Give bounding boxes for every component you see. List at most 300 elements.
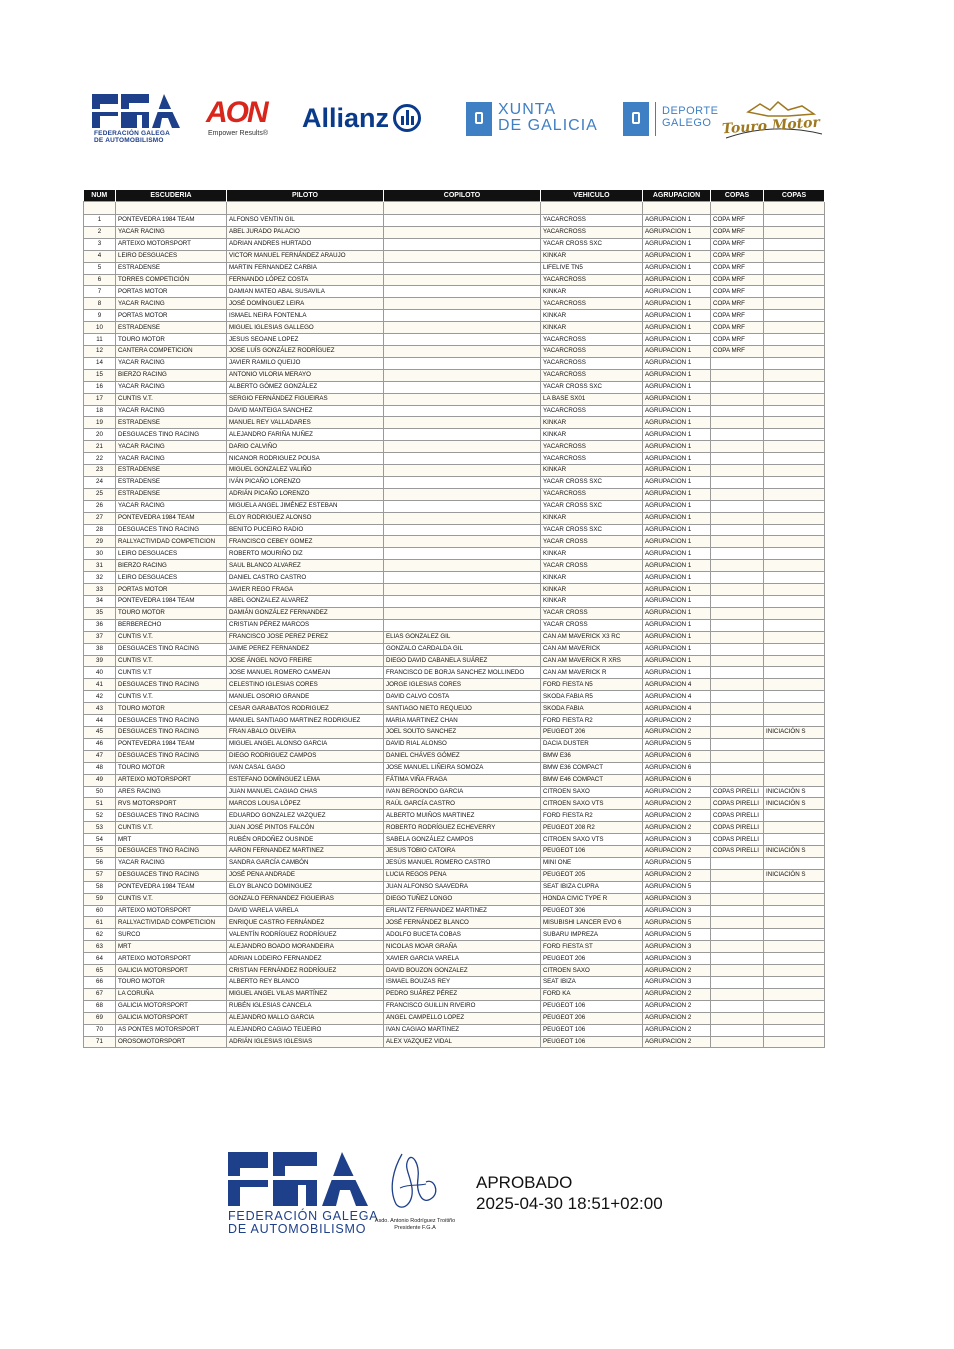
cell-escuderia: SURCO bbox=[116, 929, 227, 941]
cell-copas bbox=[711, 881, 764, 893]
table-row bbox=[84, 429, 825, 441]
cell-num: 54 bbox=[84, 834, 116, 846]
cell-escuderia: YACAR RACING bbox=[116, 405, 227, 417]
cell-vehiculo: YACARCROSS bbox=[541, 441, 643, 453]
cell-agrupacion: AGRUPACION 1 bbox=[643, 310, 711, 322]
cell-escuderia: RALLYACTIVIDAD COMPETICION bbox=[116, 917, 227, 929]
cell-copas bbox=[711, 619, 764, 631]
table-row bbox=[84, 834, 825, 846]
cell-copas-2 bbox=[764, 988, 825, 1000]
cell-agrupacion: AGRUPACION 1 bbox=[643, 536, 711, 548]
cell-vehiculo: FORD FIESTA N5 bbox=[541, 679, 643, 691]
cell-num: 70 bbox=[84, 1024, 116, 1036]
cell-copas bbox=[711, 405, 764, 417]
cell-vehiculo: CAN AM MAVERICK R bbox=[541, 667, 643, 679]
cell-copas: COPA MRF bbox=[711, 345, 764, 357]
header-copiloto: COPILOTO bbox=[384, 190, 541, 202]
cell-escuderia: BIERZO RACING bbox=[116, 560, 227, 572]
cell-piloto: AARON FERNANDEZ MARTINEZ bbox=[227, 846, 384, 858]
table-row bbox=[84, 572, 825, 584]
cell-escuderia: LEIRO DESGUACES bbox=[116, 250, 227, 262]
cell-num: 17 bbox=[84, 393, 116, 405]
cell-vehiculo: YACARCROSS bbox=[541, 453, 643, 465]
cell-piloto: RUBÉN IGLESIAS CANCELA bbox=[227, 1000, 384, 1012]
cell-vehiculo: PEUGEOT 106 bbox=[541, 1036, 643, 1048]
cell-vehiculo: KINKAR bbox=[541, 310, 643, 322]
cell-copas bbox=[711, 750, 764, 762]
cell-copas bbox=[711, 977, 764, 989]
cell-agrupacion: AGRUPACION 1 bbox=[643, 441, 711, 453]
table-row bbox=[84, 715, 825, 727]
cell-copiloto bbox=[384, 536, 541, 548]
cell-num: 56 bbox=[84, 857, 116, 869]
cell-copas-2 bbox=[764, 607, 825, 619]
cell-escuderia: PONTEVEDRA 1984 TEAM bbox=[116, 738, 227, 750]
cell-piloto: MIGUEL IGLESIAS GALLEGO bbox=[227, 322, 384, 334]
cell-escuderia: RVS MOTORSPORT bbox=[116, 798, 227, 810]
signer-title: Presidente F.G.A bbox=[394, 1224, 436, 1231]
cell-copas-2 bbox=[764, 774, 825, 786]
table-row bbox=[84, 988, 825, 1000]
cell-escuderia: LA CORUÑA bbox=[116, 988, 227, 1000]
cell-num: 39 bbox=[84, 655, 116, 667]
cell-agrupacion: AGRUPACION 1 bbox=[643, 655, 711, 667]
table-row bbox=[84, 548, 825, 560]
deporte-text-line-2: GALEGO bbox=[662, 117, 712, 129]
cell-agrupacion: AGRUPACION 3 bbox=[643, 893, 711, 905]
cell-copiloto bbox=[384, 393, 541, 405]
cell-piloto: FRANCISCO CEBEY GOMEZ bbox=[227, 536, 384, 548]
cell-piloto: ALBERTO REY BLANCO bbox=[227, 977, 384, 989]
approval-status bbox=[476, 1172, 663, 1214]
cell-num: 35 bbox=[84, 607, 116, 619]
cell-num: 7 bbox=[84, 286, 116, 298]
cell-vehiculo: YACARCROSS bbox=[541, 369, 643, 381]
cell-piloto: JAVIER RAMILO QUEIJO bbox=[227, 357, 384, 369]
cell-vehiculo: PEUGEOT 208 R2 bbox=[541, 822, 643, 834]
cell-vehiculo: SEAT IBIZA CUPRA bbox=[541, 881, 643, 893]
cell-copas bbox=[711, 726, 764, 738]
cell-escuderia: ESTRADENSE bbox=[116, 262, 227, 274]
cell-escuderia: YACAR RACING bbox=[116, 381, 227, 393]
cell-copas bbox=[711, 917, 764, 929]
cell-agrupacion: AGRUPACION 2 bbox=[643, 1000, 711, 1012]
cell-num: 41 bbox=[84, 679, 116, 691]
cell-num: 44 bbox=[84, 715, 116, 727]
cell-num: 69 bbox=[84, 1012, 116, 1024]
cell-copas bbox=[711, 953, 764, 965]
cell-copiloto: FRANCISCO GUILLIN RIVEIRO bbox=[384, 1000, 541, 1012]
cell-copas-2 bbox=[764, 857, 825, 869]
cell-copas bbox=[711, 596, 764, 608]
deporte-divider bbox=[655, 102, 656, 136]
cell-agrupacion: AGRUPACION 1 bbox=[643, 215, 711, 227]
cell-escuderia: LEIRO DESGUACES bbox=[116, 548, 227, 560]
cell-copas-2 bbox=[764, 905, 825, 917]
table-row bbox=[84, 810, 825, 822]
table-row bbox=[84, 453, 825, 465]
cell-num: 22 bbox=[84, 453, 116, 465]
cell-piloto: MANUEL OSORIO GRANDE bbox=[227, 691, 384, 703]
table-row bbox=[84, 857, 825, 869]
cell-piloto: ADRIAN LODEIRO FERNANDEZ bbox=[227, 953, 384, 965]
cell-escuderia: YACAR RACING bbox=[116, 500, 227, 512]
cell-escuderia: CUNTIS V.T. bbox=[116, 631, 227, 643]
cell-copiloto bbox=[384, 334, 541, 346]
cell-copas bbox=[711, 929, 764, 941]
cell-num: 2 bbox=[84, 226, 116, 238]
cell-copas: COPA MRF bbox=[711, 238, 764, 250]
cell-vehiculo: YACARCROSS bbox=[541, 298, 643, 310]
fga-text-line-2: DE AUTOMOBILISMO bbox=[94, 137, 164, 144]
cell-vehiculo: YACAR CROSS SXC bbox=[541, 238, 643, 250]
cell-num: 12 bbox=[84, 345, 116, 357]
cell-copas bbox=[711, 476, 764, 488]
cell-copiloto bbox=[384, 286, 541, 298]
cell-copas bbox=[711, 941, 764, 953]
cell-piloto: ADRIÁN IGLESIAS IGLESIAS bbox=[227, 1036, 384, 1048]
cell-vehiculo: CAN AM MAVERICK X3 RC bbox=[541, 631, 643, 643]
cell-piloto: JOSE MANUEL ROMERO CAMEAN bbox=[227, 667, 384, 679]
cell-escuderia: DESGUACES TINO RACING bbox=[116, 846, 227, 858]
cell-escuderia: TORRES COMPETICIÓN bbox=[116, 274, 227, 286]
cell-agrupacion: AGRUPACION 1 bbox=[643, 393, 711, 405]
cell-agrupacion: AGRUPACION 1 bbox=[643, 596, 711, 608]
cell-piloto: ALEJANDRO CAGIAO TEIJEIRO bbox=[227, 1024, 384, 1036]
cell-escuderia: YACAR RACING bbox=[116, 453, 227, 465]
cell-num: 71 bbox=[84, 1036, 116, 1048]
cell-num: 32 bbox=[84, 572, 116, 584]
cell-escuderia: DESGUACES TINO RACING bbox=[116, 715, 227, 727]
cell-copas bbox=[711, 453, 764, 465]
table-row bbox=[84, 524, 825, 536]
cell-copas-2 bbox=[764, 262, 825, 274]
cell-copas bbox=[711, 441, 764, 453]
approval-stamp bbox=[228, 1148, 468, 1238]
cell-copas bbox=[711, 691, 764, 703]
cell-num: 23 bbox=[84, 465, 116, 477]
cell-agrupacion: AGRUPACION 1 bbox=[643, 631, 711, 643]
cell-num: 36 bbox=[84, 619, 116, 631]
cell-piloto: FERNANDO LÓPEZ COSTA bbox=[227, 274, 384, 286]
cell-vehiculo: HONDA CIVIC TYPE R bbox=[541, 893, 643, 905]
table-row bbox=[84, 476, 825, 488]
cell-copas-2 bbox=[764, 286, 825, 298]
cell-escuderia: DESGUACES TINO RACING bbox=[116, 429, 227, 441]
cell-copas-2 bbox=[764, 667, 825, 679]
cell-copiloto: GONZALO CARDALDA GIL bbox=[384, 643, 541, 655]
header-agrupacion: AGRUPACION bbox=[643, 190, 711, 202]
cell-piloto: ANTONIO VILORIA MERAYO bbox=[227, 369, 384, 381]
table-row bbox=[84, 738, 825, 750]
fga-logo bbox=[92, 94, 184, 150]
cell-copas-2 bbox=[764, 381, 825, 393]
cell-num: 40 bbox=[84, 667, 116, 679]
cell-copiloto: JORGE IGLESIAS CORES bbox=[384, 679, 541, 691]
cell-piloto: ELOY RODRIGUEZ ALONSO bbox=[227, 512, 384, 524]
cell-num: 43 bbox=[84, 703, 116, 715]
approved-date: 2025-04-30 18:51+02:00 bbox=[476, 1194, 663, 1213]
cell-copas bbox=[711, 738, 764, 750]
cell-num: 57 bbox=[84, 869, 116, 881]
cell-vehiculo: YACAR CROSS bbox=[541, 607, 643, 619]
cell-num: 47 bbox=[84, 750, 116, 762]
table-row bbox=[84, 977, 825, 989]
cell-copas-2 bbox=[764, 250, 825, 262]
cell-escuderia: TOURO MOTOR bbox=[116, 607, 227, 619]
cell-vehiculo: KINKAR bbox=[541, 250, 643, 262]
cell-piloto: ADRIÁN PICAÑO LORENZO bbox=[227, 488, 384, 500]
table-row bbox=[84, 500, 825, 512]
cell-agrupacion: AGRUPACION 2 bbox=[643, 822, 711, 834]
cell-agrupacion: AGRUPACION 1 bbox=[643, 453, 711, 465]
cell-copiloto bbox=[384, 488, 541, 500]
table-body bbox=[84, 202, 825, 1048]
cell-copiloto bbox=[384, 369, 541, 381]
table-row bbox=[84, 334, 825, 346]
table-row bbox=[84, 393, 825, 405]
cell-agrupacion: AGRUPACION 2 bbox=[643, 846, 711, 858]
cell-escuderia: PORTAS MOTOR bbox=[116, 310, 227, 322]
cell-vehiculo: PEUGEOT 206 bbox=[541, 726, 643, 738]
header-piloto: PILOTO bbox=[227, 190, 384, 202]
cell-copiloto: DIEGO TUÑEZ LONGO bbox=[384, 893, 541, 905]
cell-num: 6 bbox=[84, 274, 116, 286]
cell-vehiculo: PEUGEOT 205 bbox=[541, 869, 643, 881]
cell-escuderia: ARTEIXO MOTORSPORT bbox=[116, 905, 227, 917]
cell-num: 30 bbox=[84, 548, 116, 560]
cell-vehiculo: YACAR CROSS SXC bbox=[541, 500, 643, 512]
cell-copas-2 bbox=[764, 417, 825, 429]
cell-vehiculo: YACARCROSS bbox=[541, 488, 643, 500]
cell-copas: COPA MRF bbox=[711, 274, 764, 286]
table-row bbox=[84, 881, 825, 893]
cell-piloto: MARCOS LOUSA LÓPEZ bbox=[227, 798, 384, 810]
cell-copiloto bbox=[384, 500, 541, 512]
cell-num: 66 bbox=[84, 977, 116, 989]
cell-piloto: SANDRA GARCÍA CAMBÓN bbox=[227, 857, 384, 869]
cell-agrupacion: AGRUPACION 1 bbox=[643, 238, 711, 250]
cell-copas-2: INICIACIÓN S bbox=[764, 846, 825, 858]
fga-mark-icon bbox=[92, 94, 180, 128]
cell-copiloto bbox=[384, 572, 541, 584]
table-row bbox=[84, 905, 825, 917]
cell-copas-2 bbox=[764, 1036, 825, 1048]
cell-vehiculo: FORD FIESTA ST bbox=[541, 941, 643, 953]
cell-piloto: JOSÉ DOMÍNGUEZ LEIRA bbox=[227, 298, 384, 310]
xunta-flag-icon bbox=[466, 102, 492, 136]
cell-agrupacion: AGRUPACION 2 bbox=[643, 715, 711, 727]
cell-agrupacion: AGRUPACION 1 bbox=[643, 512, 711, 524]
cell-vehiculo: YACAR CROSS SXC bbox=[541, 524, 643, 536]
cell-copiloto: FÁTIMA VIÑA FRAGA bbox=[384, 774, 541, 786]
cell-copas-2 bbox=[764, 298, 825, 310]
table-row bbox=[84, 488, 825, 500]
cell-agrupacion: AGRUPACION 1 bbox=[643, 488, 711, 500]
cell-escuderia: YACAR RACING bbox=[116, 441, 227, 453]
cell-num: 8 bbox=[84, 298, 116, 310]
cell-vehiculo: KINKAR bbox=[541, 417, 643, 429]
cell-copas-2 bbox=[764, 631, 825, 643]
touro-text: Touro Motor bbox=[721, 114, 821, 138]
cell-copas-2 bbox=[764, 1024, 825, 1036]
cell-copiloto bbox=[384, 262, 541, 274]
cell-copiloto bbox=[384, 298, 541, 310]
cell-escuderia: GALICIA MOTORSPORT bbox=[116, 1012, 227, 1024]
cell-escuderia: DESGUACES TINO RACING bbox=[116, 679, 227, 691]
cell-agrupacion: AGRUPACION 1 bbox=[643, 274, 711, 286]
cell-copas-2 bbox=[764, 738, 825, 750]
cell-piloto: MARTIN FERNANDEZ CARBIA bbox=[227, 262, 384, 274]
cell-copas bbox=[711, 1012, 764, 1024]
cell-vehiculo: DACIA DUSTER bbox=[541, 738, 643, 750]
cell-piloto: CESAR GARABATOS RODRIGUEZ bbox=[227, 703, 384, 715]
table-row bbox=[84, 405, 825, 417]
cell-escuderia: PORTAS MOTOR bbox=[116, 286, 227, 298]
cell-copas-2 bbox=[764, 619, 825, 631]
cell-escuderia: ARTEIXO MOTORSPORT bbox=[116, 774, 227, 786]
sponsor-logos bbox=[90, 88, 840, 158]
cell-num: 3 bbox=[84, 238, 116, 250]
cell-copas-2 bbox=[764, 429, 825, 441]
table-row bbox=[84, 965, 825, 977]
cell-escuderia: YACAR RACING bbox=[116, 857, 227, 869]
cell-piloto: ALEJANDRO FARIÑA NUÑEZ bbox=[227, 429, 384, 441]
cell-vehiculo: BMW E36 bbox=[541, 750, 643, 762]
cell-copas-2 bbox=[764, 703, 825, 715]
cell-copas bbox=[711, 893, 764, 905]
cell-vehiculo: CAN AM MAVERICK bbox=[541, 643, 643, 655]
cell-num: 65 bbox=[84, 965, 116, 977]
cell-copiloto: ELIAS GONZALEZ GIL bbox=[384, 631, 541, 643]
cell-agrupacion: AGRUPACION 6 bbox=[643, 762, 711, 774]
cell-piloto: JOSE LUÍS GONZÁLEZ RODRÍGUEZ bbox=[227, 345, 384, 357]
table-row bbox=[84, 917, 825, 929]
cell-agrupacion: AGRUPACION 1 bbox=[643, 369, 711, 381]
table-row bbox=[84, 465, 825, 477]
signature-icon bbox=[374, 1148, 454, 1212]
cell-agrupacion: AGRUPACION 5 bbox=[643, 738, 711, 750]
cell-copiloto bbox=[384, 215, 541, 227]
cell-copas-2 bbox=[764, 512, 825, 524]
cell-num: 62 bbox=[84, 929, 116, 941]
cell-num: 50 bbox=[84, 786, 116, 798]
cell-copas-2 bbox=[764, 1012, 825, 1024]
table-row bbox=[84, 286, 825, 298]
cell-num: 55 bbox=[84, 846, 116, 858]
cell-copas bbox=[711, 988, 764, 1000]
cell-piloto: MIGUELA ANGEL JIMÉNEZ ESTEBAN bbox=[227, 500, 384, 512]
cell-num: 28 bbox=[84, 524, 116, 536]
cell-copas-2 bbox=[764, 572, 825, 584]
cell-agrupacion: AGRUPACION 1 bbox=[643, 572, 711, 584]
table-row bbox=[84, 631, 825, 643]
cell-escuderia: AS PONTES MOTORSPORT bbox=[116, 1024, 227, 1036]
spacer-row bbox=[84, 202, 825, 215]
cell-vehiculo: YACAR CROSS bbox=[541, 536, 643, 548]
cell-agrupacion: AGRUPACION 6 bbox=[643, 774, 711, 786]
cell-piloto: GONZALO FERNANDEZ FIGUEIRAS bbox=[227, 893, 384, 905]
cell-piloto: FRAN ABALO OLVEIRA bbox=[227, 726, 384, 738]
table-row bbox=[84, 262, 825, 274]
cell-copas-2 bbox=[764, 941, 825, 953]
cell-piloto: JESUS SEOANE LOPEZ bbox=[227, 334, 384, 346]
cell-agrupacion: AGRUPACION 1 bbox=[643, 357, 711, 369]
cell-agrupacion: AGRUPACION 1 bbox=[643, 262, 711, 274]
entry-list-table bbox=[83, 190, 825, 1048]
cell-agrupacion: AGRUPACION 1 bbox=[643, 619, 711, 631]
cell-escuderia: YACAR RACING bbox=[116, 298, 227, 310]
cell-copas bbox=[711, 715, 764, 727]
cell-vehiculo: KINKAR bbox=[541, 584, 643, 596]
cell-piloto: ALEJANDRO MALLO GARCIA bbox=[227, 1012, 384, 1024]
cell-num: 16 bbox=[84, 381, 116, 393]
cell-piloto: MANUEL REY VALLADARES bbox=[227, 417, 384, 429]
cell-piloto: IVAN CASAL GAGO bbox=[227, 762, 384, 774]
table-row bbox=[84, 1036, 825, 1048]
cell-vehiculo: PEUGEOT 206 bbox=[541, 1012, 643, 1024]
cell-vehiculo: CITROEN SAXO bbox=[541, 965, 643, 977]
cell-copas-2: INICIACIÓN S bbox=[764, 798, 825, 810]
header-vehiculo: VEHICULO bbox=[541, 190, 643, 202]
cell-escuderia: ESTRADENSE bbox=[116, 488, 227, 500]
cell-copas-2 bbox=[764, 465, 825, 477]
cell-copas bbox=[711, 512, 764, 524]
cell-copas-2 bbox=[764, 560, 825, 572]
cell-copas: COPA MRF bbox=[711, 322, 764, 334]
cell-escuderia: TOURO MOTOR bbox=[116, 762, 227, 774]
cell-num: 26 bbox=[84, 500, 116, 512]
cell-agrupacion: AGRUPACION 1 bbox=[643, 607, 711, 619]
cell-agrupacion: AGRUPACION 3 bbox=[643, 941, 711, 953]
cell-agrupacion: AGRUPACION 4 bbox=[643, 679, 711, 691]
cell-copas bbox=[711, 667, 764, 679]
fga-footer-mark-icon bbox=[228, 1152, 368, 1206]
cell-piloto: BENITO PUCEIRO RADIO bbox=[227, 524, 384, 536]
table-row bbox=[84, 953, 825, 965]
cell-piloto: DAVID VARELA VARELA bbox=[227, 905, 384, 917]
cell-copas-2 bbox=[764, 441, 825, 453]
cell-agrupacion: AGRUPACION 5 bbox=[643, 857, 711, 869]
cell-piloto: ROBERTO MOURIÑO DIZ bbox=[227, 548, 384, 560]
cell-escuderia: ESTRADENSE bbox=[116, 465, 227, 477]
cell-agrupacion: AGRUPACION 1 bbox=[643, 500, 711, 512]
table-row bbox=[84, 215, 825, 227]
cell-vehiculo: SKODA FABIA R5 bbox=[541, 691, 643, 703]
cell-copiloto: JESÚS MANUEL ROMERO CASTRO bbox=[384, 857, 541, 869]
cell-vehiculo: FORD KA bbox=[541, 988, 643, 1000]
cell-agrupacion: AGRUPACION 1 bbox=[643, 334, 711, 346]
cell-agrupacion: AGRUPACION 2 bbox=[643, 1012, 711, 1024]
cell-copas-2 bbox=[764, 1000, 825, 1012]
cell-copas-2 bbox=[764, 345, 825, 357]
cell-num: 34 bbox=[84, 596, 116, 608]
cell-agrupacion: AGRUPACION 2 bbox=[643, 726, 711, 738]
cell-agrupacion: AGRUPACION 4 bbox=[643, 703, 711, 715]
cell-copas-2 bbox=[764, 238, 825, 250]
cell-vehiculo: MISUBISHI LANCER EVO 6 bbox=[541, 917, 643, 929]
cell-copas-2 bbox=[764, 453, 825, 465]
cell-copas-2 bbox=[764, 405, 825, 417]
cell-vehiculo: YACAR CROSS SXC bbox=[541, 476, 643, 488]
cell-copas bbox=[711, 774, 764, 786]
cell-copas-2 bbox=[764, 524, 825, 536]
table-row bbox=[84, 822, 825, 834]
table-row bbox=[84, 369, 825, 381]
table-row bbox=[84, 655, 825, 667]
cell-escuderia: RALLYACTIVIDAD COMPETICION bbox=[116, 536, 227, 548]
cell-num: 59 bbox=[84, 893, 116, 905]
